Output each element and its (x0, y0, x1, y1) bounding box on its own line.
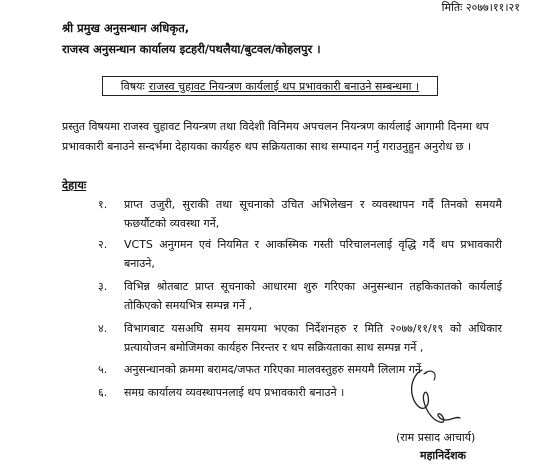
subject-text: राजस्व चुहावट नियन्त्रण कार्यलाई थप प्रभावकारी बनाउने सम्बन्धमा । (148, 79, 420, 93)
list-item (62, 236, 502, 273)
list-item-number: ३. (98, 280, 108, 293)
list-heading: देहायः (62, 178, 87, 192)
list-item-text: अनुसन्धानको क्रममा बरामद/जफत गरिएका मालवस्तुहरु समयमै लिलाम गर्ने , (124, 363, 428, 376)
signatory-title: महानिर्देशक (420, 449, 466, 462)
handwritten-signature (400, 366, 470, 428)
intro-paragraph: प्रस्तुत विषयमा राजस्व चुहावट नियन्त्रण तथा विदेशी विनिमय अपचलन नियन्त्रण कार्यलाई आगामी दिनमा थप प्रभावकारी बनाउने सन्दर्भमा देहायका कार्यहरु थप सक्रियताका साथ सम्पादन गर्नु गराउनुहुन अनुरोध छ । (62, 120, 489, 153)
list-item-number: २. (98, 238, 108, 251)
list-item (62, 196, 502, 233)
list-item (62, 278, 502, 315)
letter-date: मितिः २०७७।११।२१ (441, 1, 520, 14)
addressee-offices: राजस्व अनुसन्धान कार्यालय इटहरी/पथलैया/बुटवल/कोहलपुर । (62, 42, 321, 56)
signatory-name: (राम प्रसाद आचार्य) (396, 431, 476, 444)
subject-box (102, 76, 438, 96)
list-item-number: ४. (98, 322, 108, 335)
subject-label: विषयः (120, 79, 145, 93)
list-item (62, 320, 502, 357)
addressee-block (62, 18, 321, 60)
list-item-number: १. (98, 198, 108, 211)
list-item-text: विभागबाट यसअघि समय समयमा भएका निर्देशनहरु र मिति २०७७/११/१९ को अधिकार प्रत्यायोजन बमोजिमका कार्यहरु निरन्तर र थप सक्रियताका साथ सम्पन्न गर्ने , (124, 322, 502, 354)
list-item-text: प्राप्त उजुरी, सुराकी तथा सूचनाको उचित अभिलेखन र व्यवस्थापन गर्दै तिनको समयमै फछर्यौटको व्यवस्था गर्ने, (124, 198, 502, 230)
list-item-number: ६. (98, 385, 108, 399)
list-item-text: VCTS अनुगमन एवं नियमित र आकस्मिक गस्ती परिचालनलाई वृद्धि गर्दै थप प्रभावकारी बनाउने, (124, 238, 502, 270)
list-item-text: विभिन्न श्रोतबाट प्राप्त सूचनाको आधारमा शुरु गरिएका अनुसन्धान तहकिकातको कार्यलाई तोकिएको समयभित्र सम्पन्न गर्ने , (124, 280, 502, 312)
list-item-number: ५. (98, 363, 108, 376)
list-item-text: समग्र कार्यालय व्यवस्थापनलाई थप प्रभावकारी बनाउने । (124, 385, 345, 399)
addressee-title: श्री प्रमुख अनुसन्धान अधिकृत, (62, 21, 190, 35)
